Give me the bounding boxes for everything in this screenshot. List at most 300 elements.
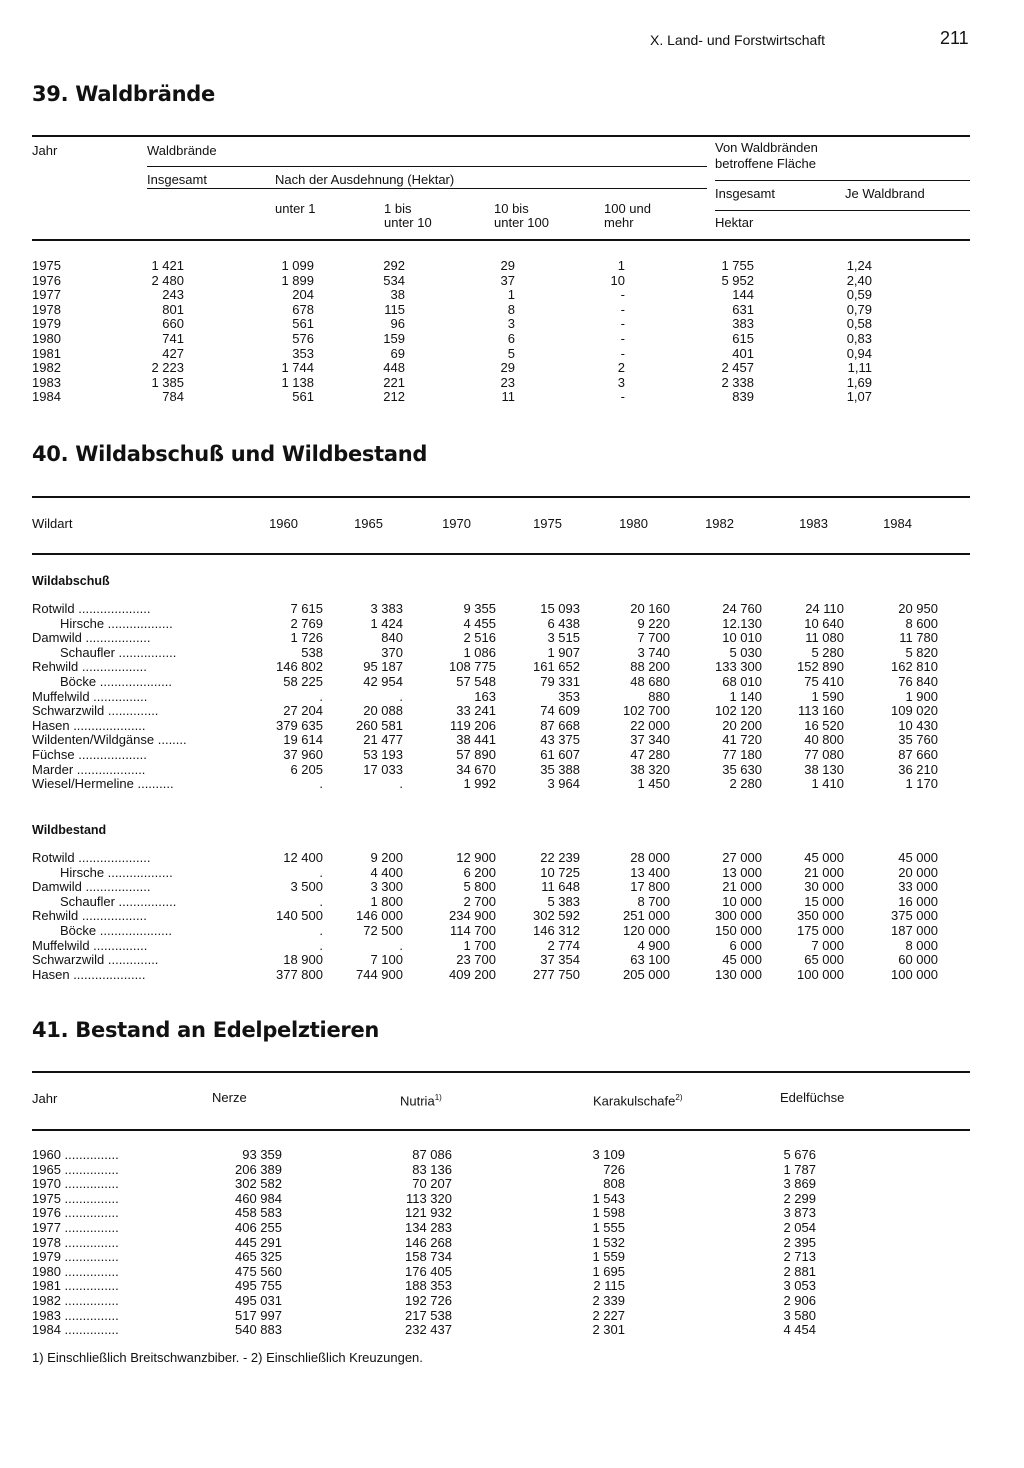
t39-je-waldbrand: 1,69	[846, 374, 872, 390]
t41-nutria: 134 283	[405, 1220, 452, 1235]
t40-1982: 20 200	[722, 717, 762, 733]
t41-karakul: 1 543	[592, 1190, 625, 1206]
t41-edelfuechse: 3 053	[783, 1278, 816, 1294]
t39-insgesamt: 427	[162, 345, 184, 361]
t39-h-von-a: Von Waldbränden	[715, 140, 818, 155]
t40-1984: 36 210	[898, 761, 938, 777]
t41-nerze: 445 291	[235, 1234, 282, 1250]
t40-1975: 15 093	[540, 601, 580, 616]
t39-je-waldbrand: 2,40	[846, 272, 872, 288]
t40-section-wildbestand: Wildbestand	[32, 823, 107, 837]
t39-10-100: 37	[500, 272, 515, 288]
t41-row	[0, 1221, 1024, 1236]
t41-edelfuechse: 2 906	[783, 1293, 816, 1308]
t41-karakul: 1 559	[592, 1249, 625, 1265]
t39-100plus: -	[620, 331, 625, 346]
t41-row	[0, 1323, 1024, 1338]
t40-1984: 20 950	[898, 601, 938, 616]
t40-1975: 1 907	[547, 644, 580, 660]
t39-unter1: 1 744	[281, 360, 314, 376]
t40-1984: 11 780	[899, 630, 938, 646]
t39-1-10: 159	[383, 331, 405, 346]
t39-unter1: 1 099	[281, 258, 314, 273]
t39-10-100: 23	[500, 374, 515, 390]
t41-nutria: 121 932	[405, 1205, 452, 1221]
t40-1970: 33 241	[456, 703, 496, 719]
t40-1960: .	[319, 937, 323, 953]
t40-1975: 74 609	[540, 703, 580, 719]
t40-1970: 6 200	[463, 864, 496, 880]
t40-1980: 102 700	[623, 703, 670, 719]
t39-100plus: 2	[617, 360, 625, 376]
t40-1983: 77 080	[804, 747, 844, 762]
t40-h-year: 1960	[269, 516, 298, 531]
t39-year: 1984	[32, 389, 61, 405]
t41-row	[0, 1265, 1024, 1280]
t39-flaeche: 839	[732, 389, 754, 405]
t39-h-von-b: betroffene Fläche	[715, 156, 816, 171]
t41-nerze: 458 583	[235, 1205, 282, 1221]
t41-h-jahr: Jahr	[32, 1091, 58, 1106]
t41-row	[0, 1250, 1024, 1265]
t40-1960: .	[319, 776, 323, 792]
t41-row	[0, 1206, 1024, 1221]
t40-row	[0, 660, 1024, 675]
t39-row	[0, 317, 1024, 332]
t40-1982: 13 000	[722, 864, 762, 880]
t40-1984: 8 000	[905, 937, 938, 953]
t39-h-jahr: Jahr	[32, 143, 58, 158]
t40-1965: 20 088	[363, 703, 403, 719]
t40-1975: 79 331	[540, 674, 580, 689]
t39-100plus: -	[620, 287, 625, 303]
t40-1982: 35 630	[722, 761, 762, 777]
t40-1965: 3 300	[370, 879, 403, 895]
t40-1983: 152 890	[797, 659, 844, 675]
t40-h-year: 1975	[533, 516, 562, 531]
page-number: 211	[940, 28, 969, 48]
t40-1984: 187 000	[891, 923, 938, 938]
t39-h-flaeche-ins: Insgesamt	[715, 186, 775, 201]
t39-h-b100a: 100 und	[604, 201, 651, 216]
t40-1982: 27 000	[722, 850, 762, 865]
t40-h-year: 1983	[799, 516, 828, 531]
t40-1975: 37 354	[540, 952, 580, 968]
t39-h-je: Je Waldbrand	[845, 186, 925, 201]
t40-1984: 8 600	[905, 615, 938, 631]
t40-1965: .	[399, 688, 403, 704]
t40-h-year: 1982	[705, 516, 734, 531]
t39-insgesamt: 243	[162, 287, 184, 303]
t40-1982: 10 010	[722, 630, 762, 646]
t40-1980: 13 400	[630, 864, 670, 880]
t40-1980: 7 700	[637, 630, 670, 646]
t40-1960: 18 900	[283, 952, 323, 968]
t40-1984: 76 840	[898, 674, 938, 689]
t41-karakul: 2 227	[592, 1307, 625, 1323]
t40-1983: 113 160	[797, 703, 844, 719]
t39-h-waldbraende: Waldbrände	[147, 143, 217, 158]
t40-wildart: Rotwild ....................	[32, 851, 151, 865]
t41-nutria: 146 268	[405, 1234, 452, 1250]
t41-karakul: 1 598	[592, 1205, 625, 1221]
t40-wildart: Hasen ....................	[32, 967, 146, 982]
t39-h-b10a: 10 bis	[494, 201, 529, 216]
t41-nerze: 495 031	[235, 1293, 282, 1308]
t39-h-insgesamt: Insgesamt	[147, 172, 207, 187]
t40-1960: .	[319, 923, 323, 938]
t40-1960: .	[319, 893, 323, 909]
t41-nutria: 176 405	[405, 1263, 452, 1279]
t39-unter1: 353	[292, 345, 314, 361]
t40-1975: 11 648	[541, 879, 580, 895]
t39-rule-d	[715, 210, 970, 211]
t41-edelfuechse: 1 787	[783, 1161, 816, 1177]
t39-unter1: 678	[292, 301, 314, 317]
t40-row	[0, 631, 1024, 646]
t40-1980: 205 000	[623, 966, 670, 982]
t40-wildart: Muffelwild ...............	[32, 689, 148, 704]
t40-1983: 175 000	[797, 923, 844, 938]
t41-edelfuechse: 5 676	[783, 1147, 816, 1162]
t39-flaeche: 383	[732, 316, 754, 332]
t39-year: 1979	[32, 316, 61, 332]
t40-1983: 10 640	[804, 615, 844, 631]
t40-wildart: Wildenten/Wildgänse ........	[32, 733, 187, 748]
t40-1982: 300 000	[715, 908, 762, 924]
t41-row	[0, 1192, 1024, 1207]
t40-wildart: Hasen ....................	[32, 718, 146, 733]
t39-je-waldbrand: 0,94	[846, 345, 872, 361]
t40-1965: 9 200	[370, 850, 403, 865]
t41-row	[0, 1148, 1024, 1163]
t40-1983: 11 080	[805, 630, 844, 646]
t40-1983: 38 130	[804, 761, 844, 777]
t40-row	[0, 704, 1024, 719]
t39-rule-c	[147, 188, 707, 189]
t41-h-karakul-label: Karakulschafe	[593, 1093, 676, 1109]
t41-h-nutria-label: Nutria	[400, 1093, 435, 1109]
t41-karakul: 1 555	[592, 1220, 625, 1235]
t40-1960: 37 960	[283, 747, 323, 762]
t39-row	[0, 361, 1024, 376]
t40-1983: 24 110	[805, 601, 844, 616]
t41-row	[0, 1294, 1024, 1309]
t40-row	[0, 939, 1024, 954]
t40-1980: 251 000	[623, 908, 670, 924]
t40-1980: 17 800	[630, 879, 670, 895]
t40-1982: 41 720	[722, 732, 762, 748]
t39-1-10: 292	[383, 258, 405, 273]
t40-1982: 24 760	[722, 601, 762, 616]
t40-h-year: 1965	[354, 516, 383, 531]
t40-1980: 88 200	[630, 659, 670, 675]
t40-row	[0, 909, 1024, 924]
t40-1960: 6 205	[290, 761, 323, 777]
t40-1975: 61 607	[540, 747, 580, 762]
t39-je-waldbrand: 1,11	[847, 360, 872, 376]
t39-100plus: 3	[617, 374, 625, 390]
t40-row	[0, 866, 1024, 881]
t40-wildart: Marder ...................	[32, 762, 146, 777]
t40-1983: 350 000	[797, 908, 844, 924]
t40-1984: 16 000	[898, 893, 938, 909]
t40-1982: 5 030	[729, 644, 762, 660]
t41-row	[0, 1309, 1024, 1324]
t39-je-waldbrand: 0,79	[846, 301, 872, 317]
t40-wildart: Rehwild ..................	[32, 909, 147, 924]
t39-1-10: 69	[390, 345, 405, 361]
t39-unter1: 1 138	[281, 374, 314, 390]
t39-unter1: 204	[292, 287, 314, 303]
t40-1960: 1 726	[290, 630, 323, 646]
t40-1965: 7 100	[370, 952, 403, 968]
t40-1984: 162 810	[891, 659, 938, 675]
t40-1983: 40 800	[804, 732, 844, 748]
t40-row	[0, 777, 1024, 792]
t41-year: 1980 ...............	[32, 1264, 119, 1279]
t39-rule-a	[147, 166, 707, 167]
t39-insgesamt: 660	[162, 316, 184, 332]
t40-1982: 68 010	[722, 674, 762, 689]
t41-h-karakul-sup: 2)	[675, 1093, 683, 1102]
t39-unter1: 561	[292, 316, 314, 332]
t41-karakul: 2 339	[592, 1293, 625, 1308]
t40-1975: 43 375	[540, 732, 580, 748]
t39-insgesamt: 784	[162, 389, 184, 405]
t40-1984: 1 170	[905, 776, 938, 792]
t40-1980: 37 340	[630, 732, 670, 748]
t39-je-waldbrand: 1,07	[846, 389, 872, 405]
t41-karakul: 1 532	[592, 1234, 625, 1250]
t40-1960: 538	[301, 644, 323, 660]
t40-wildart: Schaufler ................	[60, 894, 177, 909]
t40-wildart: Schaufler ................	[60, 645, 177, 660]
t41-nutria: 192 726	[405, 1293, 452, 1308]
t39-100plus: -	[620, 345, 625, 361]
t39-row	[0, 274, 1024, 289]
t40-1960: 7 615	[290, 601, 323, 616]
t40-1980: 63 100	[630, 952, 670, 968]
t40-1980: 47 280	[630, 747, 670, 762]
t39-row	[0, 259, 1024, 274]
t40-1980: 880	[648, 688, 670, 704]
t39-h-b1a: 1 bis	[384, 201, 412, 216]
t40-1982: 150 000	[715, 923, 762, 938]
t40-1984: 60 000	[898, 952, 938, 968]
t40-1965: 42 954	[363, 674, 403, 689]
t40-1980: 28 000	[630, 850, 670, 865]
t39-flaeche: 5 952	[721, 272, 754, 288]
t40-1960: 3 500	[290, 879, 323, 895]
t40-row	[0, 924, 1024, 939]
t40-1960: 146 802	[276, 659, 323, 675]
t40-wildart: Hirsche ..................	[60, 865, 173, 880]
t40-1984: 35 760	[898, 732, 938, 748]
table39-top-rule	[32, 135, 970, 137]
t41-row	[0, 1236, 1024, 1251]
t40-1975: 2 774	[547, 937, 580, 953]
t40-wildart: Wiesel/Hermeline ..........	[32, 777, 174, 792]
t40-1970: 234 900	[449, 908, 496, 924]
t40-1975: 353	[558, 688, 580, 704]
t39-100plus: -	[620, 316, 625, 332]
t41-edelfuechse: 2 713	[783, 1249, 816, 1265]
t40-1970: 9 355	[463, 601, 496, 616]
t40-1982: 45 000	[722, 952, 762, 968]
t40-1960: 377 800	[276, 966, 323, 982]
t40-1965: 72 500	[363, 923, 403, 938]
t40-1982: 1 140	[729, 688, 762, 704]
t40-1980: 38 320	[630, 761, 670, 777]
t40-1984: 5 820	[905, 644, 938, 660]
t40-1975: 302 592	[533, 908, 580, 924]
t41-h-edel: Edelfüchse	[780, 1090, 845, 1105]
t40-1970: 4 455	[463, 615, 496, 631]
t41-nutria: 113 320	[405, 1190, 452, 1206]
t39-insgesamt: 1 421	[151, 258, 184, 273]
t40-1980: 4 900	[637, 937, 670, 953]
t40-1970: 5 800	[463, 879, 496, 895]
t40-row	[0, 617, 1024, 632]
t41-row	[0, 1177, 1024, 1192]
t41-year: 1979 ...............	[32, 1250, 119, 1265]
t40-1982: 6 000	[729, 937, 762, 953]
t39-flaeche: 2 338	[721, 374, 754, 390]
t40-1975: 5 383	[547, 893, 580, 909]
t40-1970: 38 441	[456, 732, 496, 748]
t39-je-waldbrand: 0,59	[846, 287, 872, 303]
t40-1984: 33 000	[898, 879, 938, 895]
t39-year: 1976	[32, 272, 61, 288]
t40-1975: 87 668	[540, 717, 580, 733]
t40-row	[0, 851, 1024, 866]
t39-10-100: 5	[507, 345, 515, 361]
t40-1975: 35 388	[540, 761, 580, 777]
t39-1-10: 96	[390, 316, 405, 332]
table40-top-rule	[32, 496, 970, 498]
t41-nutria: 217 538	[405, 1307, 452, 1323]
t40-1965: 744 900	[356, 966, 403, 982]
t39-unter1: 1 899	[281, 272, 314, 288]
t41-nutria: 70 207	[412, 1176, 452, 1192]
t40-1984: 10 430	[898, 717, 938, 733]
t40-1960: .	[319, 864, 323, 880]
t39-flaeche: 144	[732, 287, 754, 303]
t39-h-b100b: mehr	[604, 215, 634, 230]
t39-row	[0, 347, 1024, 362]
t40-1983: 65 000	[804, 952, 844, 968]
t40-1982: 10 000	[722, 893, 762, 909]
t39-year: 1980	[32, 331, 61, 346]
t40-1980: 120 000	[623, 923, 670, 938]
t41-edelfuechse: 2 881	[783, 1263, 816, 1279]
t40-1984: 375 000	[891, 908, 938, 924]
t39-insgesamt: 2 480	[151, 272, 184, 288]
t40-1965: 260 581	[356, 717, 403, 733]
t40-1983: 30 000	[804, 879, 844, 895]
t40-1965: 95 187	[363, 659, 403, 675]
t41-nutria: 158 734	[405, 1249, 452, 1265]
t41-karakul: 1 695	[592, 1263, 625, 1279]
t40-row	[0, 675, 1024, 690]
t40-1980: 48 680	[630, 674, 670, 689]
t40-1975: 6 438	[547, 615, 580, 631]
t39-h-hektar: Hektar	[715, 215, 754, 230]
t39-flaeche: 1 755	[721, 258, 754, 273]
t41-edelfuechse: 4 454	[783, 1322, 816, 1338]
t39-100plus: -	[620, 389, 625, 405]
t40-1970: 114 700	[449, 923, 496, 938]
t40-1970: 1 992	[463, 776, 496, 792]
t41-nerze: 93 359	[242, 1147, 282, 1162]
t41-edelfuechse: 2 395	[783, 1234, 816, 1250]
t40-1975: 146 312	[533, 923, 580, 938]
t40-row	[0, 719, 1024, 734]
t40-1965: 1 800	[370, 893, 403, 909]
t41-edelfuechse: 3 869	[783, 1176, 816, 1192]
t40-row	[0, 602, 1024, 617]
table40-head-rule	[32, 553, 970, 555]
t40-1970: 163	[474, 688, 496, 704]
t40-1960: 140 500	[276, 908, 323, 924]
t40-1960: 27 204	[283, 703, 323, 719]
t39-insgesamt: 801	[162, 301, 184, 317]
t41-nutria: 188 353	[405, 1278, 452, 1294]
t40-1983: 1 410	[811, 776, 844, 792]
t40-1965: 146 000	[356, 908, 403, 924]
t40-wildart: Schwarzwild ..............	[32, 704, 159, 719]
t41-nerze: 302 582	[235, 1176, 282, 1192]
t40-1975: 161 652	[533, 659, 580, 675]
t40-1960: 379 635	[276, 717, 323, 733]
t41-h-karakul	[593, 1090, 683, 1108]
t40-row	[0, 895, 1024, 910]
t40-1965: 370	[381, 644, 403, 660]
t41-row	[0, 1163, 1024, 1178]
t40-1970: 23 700	[456, 952, 496, 968]
t40-1982: 77 180	[722, 747, 762, 762]
t40-1982: 130 000	[715, 966, 762, 982]
t40-1983: 100 000	[797, 966, 844, 982]
t40-h-year: 1970	[442, 516, 471, 531]
t40-1965: 840	[381, 630, 403, 646]
t41-nerze: 460 984	[235, 1190, 282, 1206]
t40-1983: 1 590	[811, 688, 844, 704]
t40-row	[0, 968, 1024, 983]
t41-year: 1983 ...............	[32, 1308, 119, 1323]
t39-insgesamt: 741	[162, 331, 184, 346]
t39-je-waldbrand: 0,83	[846, 331, 872, 346]
t40-1983: 15 000	[804, 893, 844, 909]
t39-row	[0, 376, 1024, 391]
t40-1960: 12 400	[283, 850, 323, 865]
t40-1975: 10 725	[540, 864, 580, 880]
t41-edelfuechse: 3 873	[783, 1205, 816, 1221]
t40-1980: 3 740	[637, 644, 670, 660]
t41-nerze: 517 997	[235, 1307, 282, 1323]
t40-1965: .	[399, 776, 403, 792]
t39-10-100: 6	[507, 331, 515, 346]
t40-1983: 16 520	[804, 717, 844, 733]
t40-h-year: 1980	[619, 516, 648, 531]
t39-year: 1977	[32, 287, 61, 303]
t39-h-unter1: unter 1	[275, 201, 316, 216]
t39-je-waldbrand: 1,24	[846, 258, 872, 273]
t40-wildart: Füchse ...................	[32, 748, 147, 762]
t41-nutria: 232 437	[405, 1322, 452, 1338]
t40-wildart: Rehwild ..................	[32, 660, 147, 675]
